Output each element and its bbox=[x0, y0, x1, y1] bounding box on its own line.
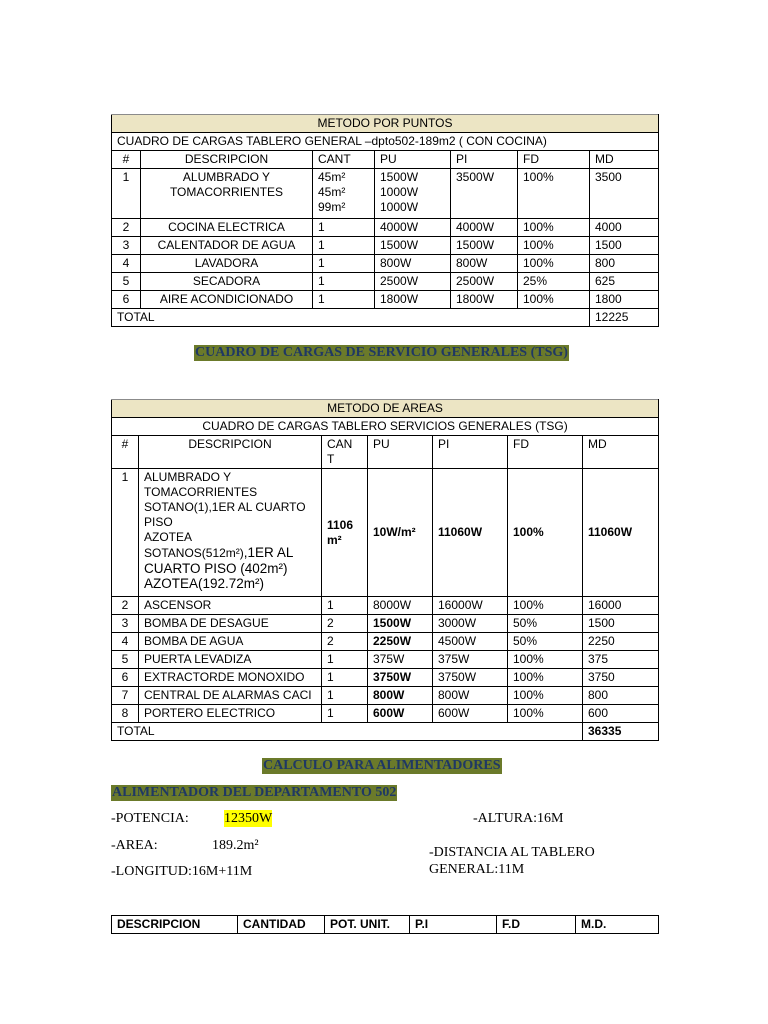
total-label: TOTAL bbox=[112, 309, 590, 327]
desc-big-part: SOTANOS(512m²) bbox=[144, 546, 244, 560]
row-cant bbox=[313, 169, 375, 219]
table2-header-cant: CAN T bbox=[322, 436, 368, 469]
desc-line-big bbox=[144, 545, 316, 561]
total-label: TOTAL bbox=[112, 723, 583, 741]
row-desc: PORTERO ELECTRICO bbox=[139, 705, 322, 723]
table1-header-pu: PU bbox=[375, 151, 451, 169]
row-pu: 800W bbox=[368, 687, 433, 705]
distancia-line: GENERAL:11M bbox=[429, 862, 525, 877]
pu-line: 1000W bbox=[380, 200, 419, 214]
row-num: 1 bbox=[112, 469, 139, 597]
desc-line: ALUMBRADO Y bbox=[144, 470, 232, 484]
table-metodo-areas bbox=[111, 399, 659, 741]
table2-header-row bbox=[112, 436, 659, 469]
table3-header-pot-unit: POT. UNIT. bbox=[325, 916, 410, 934]
table1-header-num: # bbox=[112, 151, 141, 169]
cant-line: 99m² bbox=[318, 200, 346, 214]
row-cant: 2 bbox=[322, 633, 368, 651]
row-md: 2250 bbox=[583, 633, 659, 651]
cant-line: 45m² bbox=[318, 185, 346, 199]
row-md: 16000 bbox=[583, 597, 659, 615]
table2-subtitle: CUADRO DE CARGAS TABLERO SERVICIOS GENERALES (TSG) bbox=[112, 418, 659, 436]
table-row bbox=[112, 633, 659, 651]
row-cant: 1 bbox=[313, 273, 375, 291]
table3-header-fd: F.D bbox=[497, 916, 576, 934]
row-pu: 8000W bbox=[368, 597, 433, 615]
desc-line: ALUMBRADO Y bbox=[182, 170, 271, 184]
row-fd: 100% bbox=[518, 219, 590, 237]
distancia-text bbox=[429, 844, 595, 878]
potencia-label: -POTENCIA: bbox=[111, 811, 189, 826]
table-row bbox=[112, 273, 659, 291]
row-desc bbox=[139, 469, 322, 597]
table-row bbox=[112, 291, 659, 309]
row-fd: 100% bbox=[518, 237, 590, 255]
desc-line: TOMACORRIENTES bbox=[169, 185, 284, 199]
row-cant: 1 bbox=[313, 219, 375, 237]
row-md: 3750 bbox=[583, 669, 659, 687]
table-row bbox=[112, 255, 659, 273]
row-desc: AIRE ACONDICIONADO bbox=[141, 291, 313, 309]
table2-header-md: MD bbox=[583, 436, 659, 469]
row-md: 3500 bbox=[590, 169, 659, 219]
desc-big-part: ,1ER AL bbox=[243, 545, 294, 560]
row-pu: 1800W bbox=[375, 291, 451, 309]
heading-alimentador: ALIMENTADOR DEL DEPARTAMENTO 502 bbox=[112, 785, 397, 800]
table-row bbox=[112, 669, 659, 687]
row-pu: 3750W bbox=[368, 669, 433, 687]
table-alimentador bbox=[111, 915, 659, 934]
row-fd: 100% bbox=[518, 255, 590, 273]
table2-header-pi: PI bbox=[433, 436, 508, 469]
row-pi: 4500W bbox=[433, 633, 508, 651]
row-pi: 11060W bbox=[433, 469, 508, 597]
desc-line: TOMACORRIENTES bbox=[144, 485, 258, 499]
row-pi: 800W bbox=[433, 687, 508, 705]
table-total-row bbox=[112, 309, 659, 327]
row-pi: 4000W bbox=[451, 219, 518, 237]
row-md: 4000 bbox=[590, 219, 659, 237]
row-pu: 1500W bbox=[375, 237, 451, 255]
table1-title: METODO POR PUNTOS bbox=[112, 115, 659, 133]
table2-header-desc: DESCRIPCION bbox=[139, 436, 322, 469]
row-pu: 600W bbox=[368, 705, 433, 723]
row-md: 11060W bbox=[583, 469, 659, 597]
row-num: 3 bbox=[112, 237, 141, 255]
table3-header-md: M.D. bbox=[576, 916, 659, 934]
row-pi: 800W bbox=[451, 255, 518, 273]
row-desc: PUERTA LEVADIZA bbox=[139, 651, 322, 669]
heading-calculo: CALCULO PARA ALIMENTADORES bbox=[263, 758, 501, 773]
table1-header-fd: FD bbox=[518, 151, 590, 169]
pu-line: 1500W bbox=[380, 170, 419, 184]
row-fd: 100% bbox=[508, 687, 583, 705]
row-num: 2 bbox=[112, 219, 141, 237]
row-cant: 1 bbox=[313, 237, 375, 255]
desc-line-big: AZOTEA(192.72m²) bbox=[144, 576, 265, 591]
row-pu: 2500W bbox=[375, 273, 451, 291]
table-row bbox=[112, 687, 659, 705]
row-cant: 2 bbox=[322, 615, 368, 633]
row-desc: CENTRAL DE ALARMAS CACI bbox=[139, 687, 322, 705]
desc-line-big: CUARTO PISO (402m²) bbox=[144, 561, 288, 576]
potencia-value: 12350W bbox=[224, 811, 273, 826]
row-desc: LAVADORA bbox=[141, 255, 313, 273]
desc-line: SOTANO(1),1ER AL CUARTO bbox=[144, 500, 306, 514]
desc-line: PISO bbox=[144, 515, 173, 529]
row-num: 2 bbox=[112, 597, 139, 615]
table-row bbox=[112, 597, 659, 615]
heading-tsg: CUADRO DE CARGAS DE SERVICIO GENERALES (TSG) bbox=[195, 345, 568, 360]
row-desc: ASCENSOR bbox=[139, 597, 322, 615]
row-md: 1500 bbox=[590, 237, 659, 255]
longitud-text: -LONGITUD:16M+11M bbox=[111, 864, 253, 879]
row-cant: 1 bbox=[313, 255, 375, 273]
table2-header-num: # bbox=[112, 436, 139, 469]
row-desc: CALENTADOR DE AGUA bbox=[141, 237, 313, 255]
row-fd: 100% bbox=[508, 651, 583, 669]
row-pi: 16000W bbox=[433, 597, 508, 615]
desc-line: AZOTEA bbox=[144, 530, 193, 544]
table1-header-row bbox=[112, 151, 659, 169]
table3-header-cantidad: CANTIDAD bbox=[238, 916, 325, 934]
row-desc: EXTRACTORDE MONOXIDO bbox=[139, 669, 322, 687]
row-num: 7 bbox=[112, 687, 139, 705]
row-md: 375 bbox=[583, 651, 659, 669]
row-num: 3 bbox=[112, 615, 139, 633]
row-fd: 100% bbox=[508, 669, 583, 687]
table1-header-cant: CANT bbox=[313, 151, 375, 169]
row-pu: 2250W bbox=[368, 633, 433, 651]
table1-subtitle: CUADRO DE CARGAS TABLERO GENERAL –dpto502-189m2 ( CON COCINA) bbox=[112, 133, 659, 151]
row-pi: 1500W bbox=[451, 237, 518, 255]
table-row bbox=[112, 615, 659, 633]
row-cant: 1 bbox=[322, 597, 368, 615]
row-fd: 100% bbox=[518, 291, 590, 309]
table-row bbox=[112, 651, 659, 669]
total-value: 12225 bbox=[590, 309, 659, 327]
table3-header-row bbox=[112, 916, 659, 934]
row-cant: 1 bbox=[322, 651, 368, 669]
table3-header-desc: DESCRIPCION bbox=[112, 916, 238, 934]
row-desc: COCINA ELECTRICA bbox=[141, 219, 313, 237]
row-fd: 100% bbox=[508, 469, 583, 597]
row-num: 5 bbox=[112, 273, 141, 291]
row-desc: SECADORA bbox=[141, 273, 313, 291]
row-pi: 375W bbox=[433, 651, 508, 669]
table-row bbox=[112, 705, 659, 723]
table-total-row bbox=[112, 723, 659, 741]
row-fd: 25% bbox=[518, 273, 590, 291]
row-num: 4 bbox=[112, 255, 141, 273]
row-num: 5 bbox=[112, 651, 139, 669]
row-num: 6 bbox=[112, 669, 139, 687]
table3-header-pi: P.I bbox=[410, 916, 497, 934]
row-num: 4 bbox=[112, 633, 139, 651]
total-value: 36335 bbox=[583, 723, 659, 741]
table1-header-desc: DESCRIPCION bbox=[141, 151, 313, 169]
table-row bbox=[112, 469, 659, 597]
row-fd: 50% bbox=[508, 615, 583, 633]
row-desc bbox=[141, 169, 313, 219]
row-md: 1500 bbox=[583, 615, 659, 633]
area-label: -AREA: bbox=[111, 838, 158, 853]
table-row bbox=[112, 219, 659, 237]
row-md: 800 bbox=[590, 255, 659, 273]
row-pi: 3000W bbox=[433, 615, 508, 633]
row-md: 1800 bbox=[590, 291, 659, 309]
table2-title: METODO DE AREAS bbox=[112, 400, 659, 418]
row-pi: 1800W bbox=[451, 291, 518, 309]
row-desc: BOMBA DE AGUA bbox=[139, 633, 322, 651]
row-fd: 100% bbox=[518, 169, 590, 219]
row-pi: 600W bbox=[433, 705, 508, 723]
table-row bbox=[112, 237, 659, 255]
row-pi: 2500W bbox=[451, 273, 518, 291]
cant-line: 45m² bbox=[318, 170, 346, 184]
row-pu: 1500W bbox=[368, 615, 433, 633]
row-md: 625 bbox=[590, 273, 659, 291]
row-pu: 800W bbox=[375, 255, 451, 273]
table2-header-pu: PU bbox=[368, 436, 433, 469]
distancia-line: -DISTANCIA AL TABLERO bbox=[429, 845, 595, 860]
row-cant: 1106 m² bbox=[322, 469, 368, 597]
row-cant: 1 bbox=[322, 669, 368, 687]
row-pu: 4000W bbox=[375, 219, 451, 237]
row-pu: 10W/m² bbox=[368, 469, 433, 597]
row-desc: BOMBA DE DESAGUE bbox=[139, 615, 322, 633]
table-row bbox=[112, 169, 659, 219]
row-fd: 100% bbox=[508, 705, 583, 723]
table1-header-md: MD bbox=[590, 151, 659, 169]
row-md: 600 bbox=[583, 705, 659, 723]
table1-header-pi: PI bbox=[451, 151, 518, 169]
table2-header-fd: FD bbox=[508, 436, 583, 469]
area-value: 189.2m² bbox=[212, 838, 259, 853]
row-pi: 3500W bbox=[451, 169, 518, 219]
row-num: 8 bbox=[112, 705, 139, 723]
table-metodo-puntos bbox=[111, 114, 659, 327]
row-fd: 100% bbox=[508, 597, 583, 615]
row-pu bbox=[375, 169, 451, 219]
row-cant: 1 bbox=[322, 705, 368, 723]
row-num: 6 bbox=[112, 291, 141, 309]
row-fd: 50% bbox=[508, 633, 583, 651]
pu-line: 1000W bbox=[380, 185, 419, 199]
row-pi: 3750W bbox=[433, 669, 508, 687]
row-pu: 375W bbox=[368, 651, 433, 669]
altura-text: -ALTURA:16M bbox=[473, 811, 564, 826]
row-cant: 1 bbox=[322, 687, 368, 705]
row-num: 1 bbox=[112, 169, 141, 219]
row-md: 800 bbox=[583, 687, 659, 705]
row-cant: 1 bbox=[313, 291, 375, 309]
